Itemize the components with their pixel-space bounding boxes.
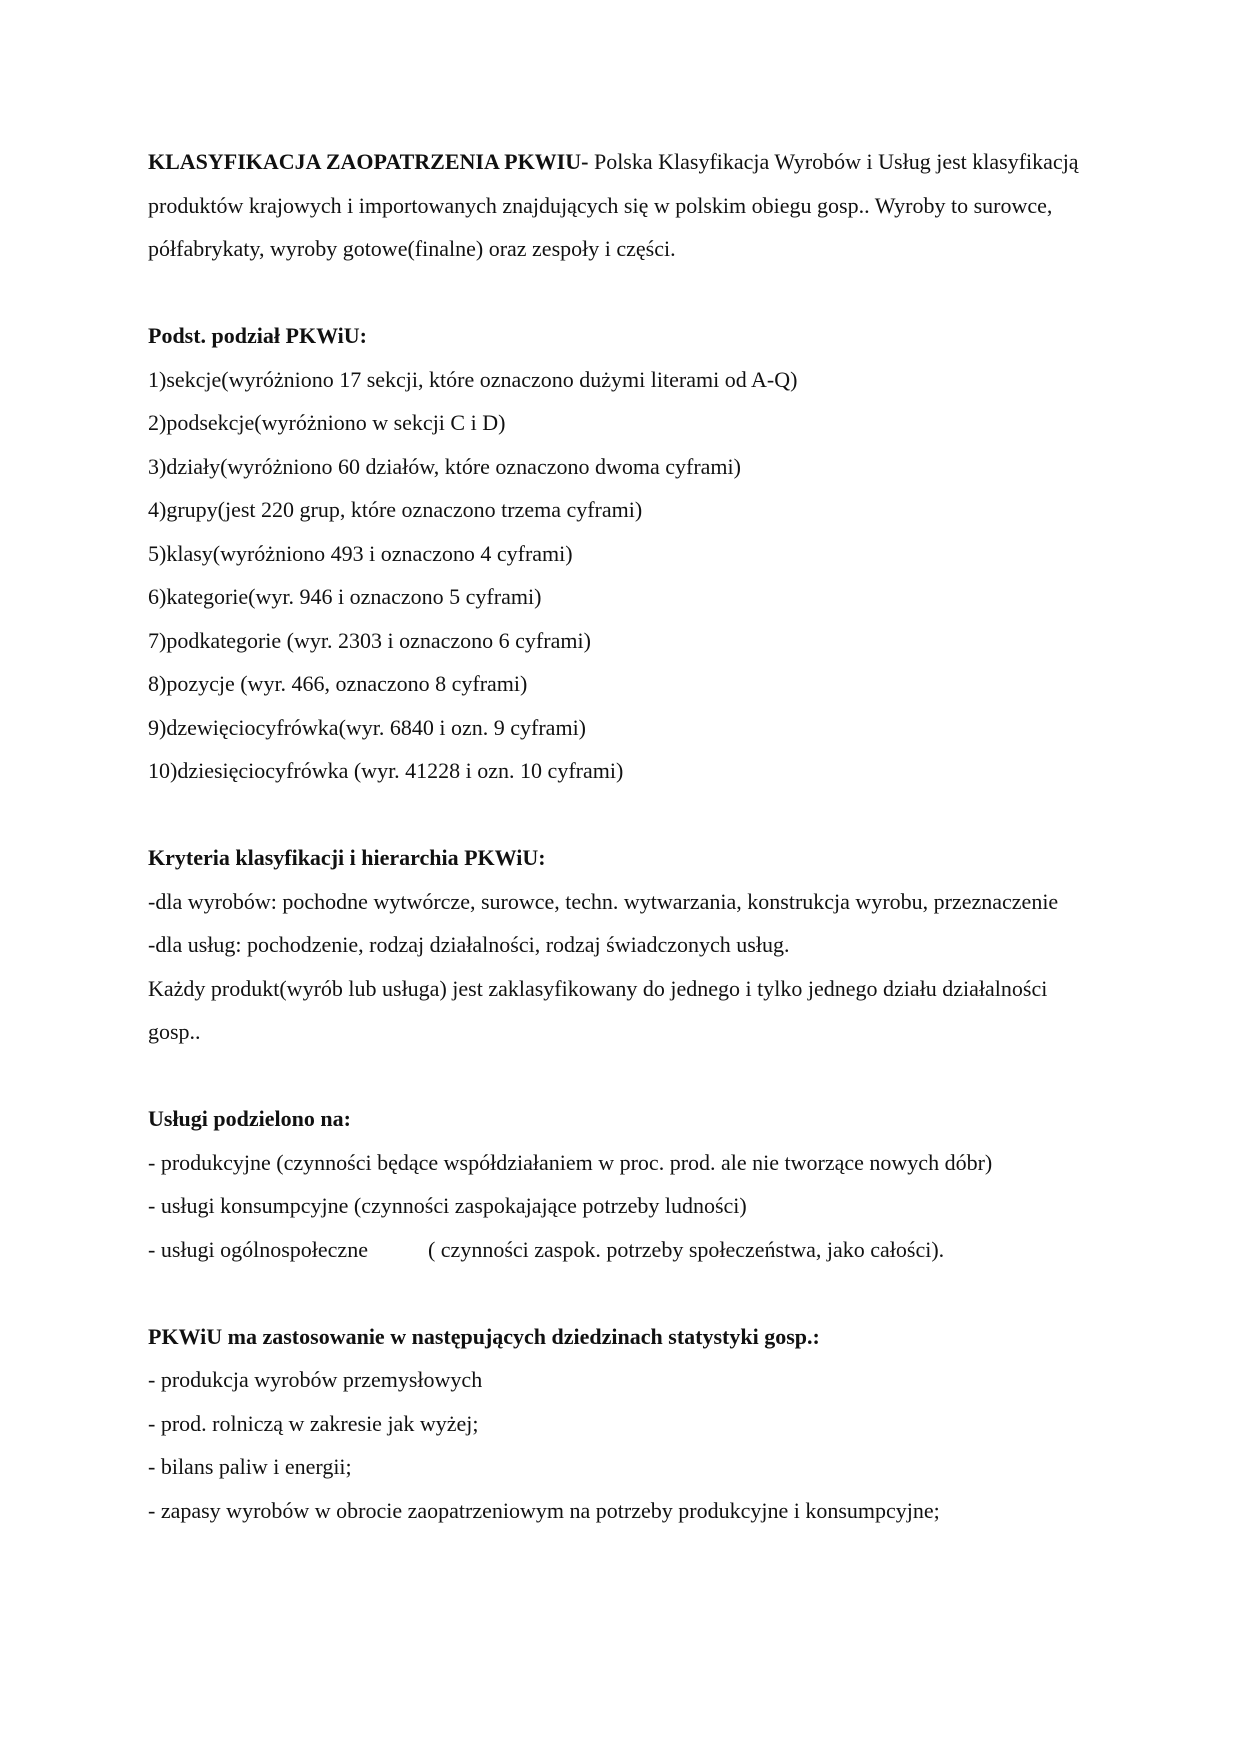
spacer xyxy=(148,793,1088,837)
division-item: 7)podkategorie (wyr. 2303 i oznaczono 6 cyframi) xyxy=(148,627,591,653)
intro-text: Polska Klasyfikacja Wyrobów i Usług jest klasyfikacją produktów krajowych i importowanych znajdujących się w polskim obiegu gosp.. Wyroby to surowce, półfabrykaty, wyroby gotowe(finalne) oraz zespoły i części. xyxy=(148,149,1079,261)
division-item: 2)podsekcje(wyróżniono w sekcji C i D) xyxy=(148,410,506,435)
services-heading: Usługi podzielono na: xyxy=(148,1106,351,1131)
division-item: 9)dzewięciocyfrówka(wyr. 6840 i ozn. 9 cyframi) xyxy=(148,714,587,740)
application-item: - produkcja wyrobów przemysłowych xyxy=(148,1367,483,1392)
division-item: 4)grupy(jest 220 grup, które oznaczono trzema cyframi) xyxy=(148,497,643,522)
services-item-description: ( czynności zaspok. potrzeby społeczeństwa, jako całości). xyxy=(427,1236,945,1262)
application-item: - bilans paliw i energii; xyxy=(148,1454,352,1479)
services-item: - usługi konsumpcyjne (czynności zaspokajające potrzeby ludności) xyxy=(148,1193,747,1218)
application-item: - zapasy wyrobów w obrocie zaopatrzeniowym na potrzeby produkcyjne i konsumpcyjne; xyxy=(148,1497,940,1523)
division-heading: Podst. podział PKWiU: xyxy=(148,323,368,348)
application-item: - prod. rolniczą w zakresie jak wyżej; xyxy=(148,1410,479,1436)
spacer xyxy=(148,1271,1088,1315)
division-item: 6)kategorie(wyr. 946 i oznaczono 5 cyframi) xyxy=(148,584,542,609)
services-item-label: - usługi ogólnospołeczne xyxy=(148,1236,368,1262)
intro-paragraph xyxy=(148,140,1088,271)
spacer xyxy=(148,271,1088,315)
criteria-goods: -dla wyrobów: pochodne wytwórcze, surowce, techn. wytwarzania, konstrukcja wyrobu, przeznaczenie xyxy=(148,888,1059,914)
application-heading: PKWiU ma zastosowanie w następujących dziedzinach statystyki gosp.: xyxy=(148,1323,820,1349)
division-item: 8)pozycje (wyr. 466, oznaczono 8 cyframi) xyxy=(148,671,528,696)
document-page xyxy=(148,140,1088,1532)
division-item: 10)dziesięciocyfrówka (wyr. 41228 i ozn. 10 cyframi) xyxy=(148,758,624,783)
division-item: 1)sekcje(wyróżniono 17 sekcji, które oznaczono dużymi literami od A-Q) xyxy=(148,366,798,392)
division-item: 5)klasy(wyróżniono 493 i oznaczono 4 cyframi) xyxy=(148,540,573,566)
spacer xyxy=(148,1054,1088,1098)
services-item: - produkcyjne (czynności będące współdziałaniem w proc. prod. ale nie tworzące nowych dóbr) xyxy=(148,1149,993,1175)
criteria-note: Każdy produkt(wyrób lub usługa) jest zaklasyfikowany do jednego i tylko jednego działu działalności gosp.. xyxy=(148,975,1048,1044)
division-item: 3)działy(wyróżniono 60 działów, które oznaczono dwoma cyframi) xyxy=(148,453,741,479)
criteria-services: -dla usług: pochodzenie, rodzaj działalności, rodzaj świadczonych usług. xyxy=(148,932,790,957)
criteria-heading: Kryteria klasyfikacji i hierarchia PKWiU: xyxy=(148,845,546,870)
services-item xyxy=(148,1228,1088,1272)
intro-title: KLASYFIKACJA ZAOPATRZENIA PKWIU- xyxy=(148,149,589,174)
